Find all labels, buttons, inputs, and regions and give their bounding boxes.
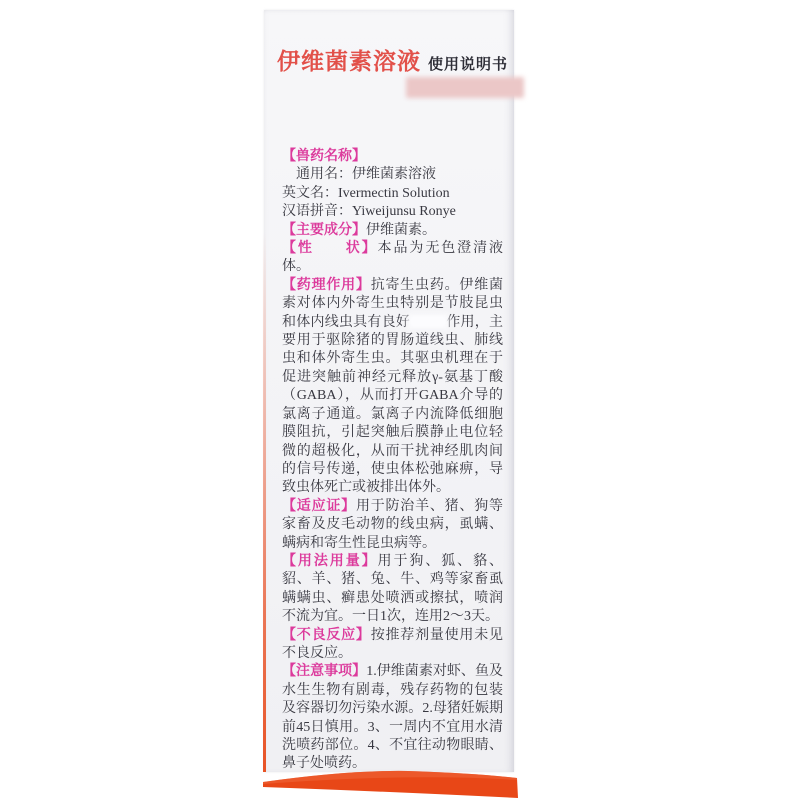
section-character-header: 【性 状】 <box>282 241 378 257</box>
pinyin-line: 汉语拼音：Yiweijunsu Ronye <box>282 204 456 220</box>
generic-name-line: 通用名：伊维菌素溶液 <box>296 167 436 183</box>
section-drug-name-header: 【兽药名称】 <box>282 149 366 164</box>
redacted-word <box>410 316 446 327</box>
section-indications-text: 用于防治羊、猪、狗等家畜及皮毛动物的线虫病，虱螨、螨病和寄生性昆虫病等。 <box>282 498 504 551</box>
section-ingredient <box>282 222 503 240</box>
section-character-text: 本品为无色澄清液体。 <box>282 241 504 275</box>
box-left-edge-stripe <box>263 232 266 772</box>
medicine-box <box>264 10 514 772</box>
section-character <box>282 240 503 277</box>
section-pharmacology <box>282 277 503 498</box>
english-name-line: 英文名：Ivermectin Solution <box>282 185 450 201</box>
leaflet-text <box>282 148 503 774</box>
section-pharmacology-header: 【药理作用】 <box>282 277 371 293</box>
section-precautions-header: 【注意事项】 <box>282 664 367 680</box>
section-ingredient-text: 伊维菌素。 <box>366 222 436 238</box>
section-adverse-header: 【不良反应】 <box>282 627 371 643</box>
manual-label: 使用说明书 <box>428 57 509 73</box>
section-indications-header: 【适应证】 <box>282 498 356 514</box>
section-adverse <box>282 627 503 664</box>
section-adverse-text: 按推荐剂量使用未见不良反应。 <box>282 627 504 661</box>
redacted-manufacturer-block <box>406 77 524 98</box>
section-usage-header: 【用法用量】 <box>282 553 378 569</box>
section-ingredient-header: 【主要成分】 <box>282 222 366 238</box>
section-precautions-text: 1.伊维菌素对虾、鱼及水生生物有剧毒，残存药物的包装及容器切勿污染水源。2.母猪妊娠期前45日慎用。3、一周内不宜用水清洗喷药部位。4、不宜往动物眼睛、鼻子处喷药。 <box>282 664 504 772</box>
section-precautions <box>282 663 503 773</box>
section-pharmacology-text-after: 作用，主要用于驱除猪的胃肠道线虫、肺线虫和体外寄生虫。其驱虫机理在于促进突触前神经元释放γ-氨基丁酸（GABA），从而打开GABA介导的氯离子通道。氯离子内流降低细胞膜阻抗，引起突触后膜静止电位轻微的超极化，从而干扰神经肌肉间的信号传递，使虫体松弛麻痹，导致虫体死亡或被排出体外。 <box>282 314 504 496</box>
section-indications <box>282 498 503 553</box>
section-usage-text: 用于狗、狐、貉、貂、羊、猪、兔、牛、鸡等家畜虱螨螨虫、癣患处喷洒或擦拭，喷润不流为宜。一日1次，连用2～3天。 <box>282 553 504 625</box>
section-usage <box>282 553 503 627</box>
section-drug-name <box>282 148 503 166</box>
product-title: 伊维菌素溶液 <box>277 49 421 74</box>
section-pharmacology-text-before: 抗寄生虫药。伊维菌素对体内外寄生虫特别是节肢昆虫和体内线虫具有良好 <box>282 277 504 330</box>
title-row <box>277 43 507 76</box>
